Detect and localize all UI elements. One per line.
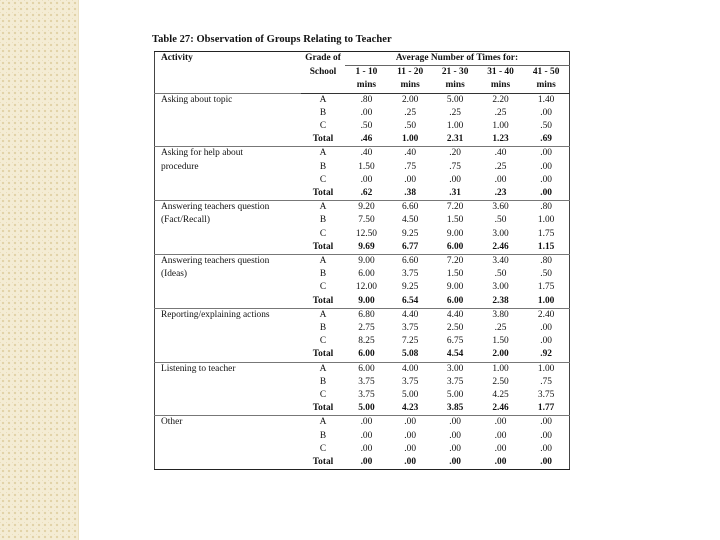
table-row: [155, 416, 570, 430]
grade-cell: A: [301, 308, 345, 322]
value-cell: 1.00: [492, 121, 509, 132]
value-cell: 6.00: [345, 362, 388, 376]
value-cell: .50: [494, 269, 507, 280]
value-cell: .00: [449, 174, 461, 185]
value-cell: .00: [404, 174, 416, 185]
value-cell: .00: [494, 430, 507, 441]
table-row: [155, 322, 570, 335]
value-cell: 8.25: [358, 336, 375, 347]
activity-cell: Asking for help about: [155, 147, 302, 161]
grade-cell: Total: [312, 295, 334, 306]
table-body: [155, 93, 570, 470]
grade-cell: A: [301, 362, 345, 376]
value-cell: 1.00: [523, 362, 569, 376]
value-cell: .25: [494, 323, 507, 334]
value-cell: 7.25: [401, 336, 419, 347]
value-cell: 2.46: [492, 241, 509, 252]
activity-cell: [155, 174, 302, 187]
value-cell: .00: [540, 107, 552, 118]
value-cell: 1.75: [537, 282, 555, 293]
value-cell: 6.60: [388, 201, 433, 215]
table-row: [155, 107, 570, 120]
grade-cell: Total: [312, 188, 334, 199]
interval-label-line2: mins: [445, 80, 465, 91]
value-cell: 1.50: [358, 161, 375, 172]
value-cell: 1.50: [492, 336, 509, 347]
activity-cell: [155, 107, 302, 120]
value-cell: 7.20: [432, 201, 477, 215]
table-row: [155, 308, 570, 322]
grade-cell: A: [301, 255, 345, 269]
value-cell: 4.25: [492, 390, 509, 401]
value-cell: 2.50: [492, 376, 509, 387]
value-cell: 6.54: [401, 295, 419, 306]
value-cell: .75: [449, 161, 461, 172]
activity-cell: [155, 228, 302, 241]
table-row: [155, 120, 570, 133]
value-cell: .00: [404, 443, 416, 454]
table-row: [155, 201, 570, 215]
header-row-1: [155, 52, 570, 66]
grade-cell: C: [319, 282, 327, 293]
value-cell: 9.25: [401, 228, 419, 239]
value-cell: 6.77: [401, 241, 419, 252]
activity-cell: [155, 281, 302, 294]
value-cell: .00: [345, 416, 388, 430]
interval-label-line2: mins: [356, 80, 377, 91]
value-cell: 3.75: [358, 390, 375, 401]
value-cell: .00: [360, 174, 373, 185]
grade-cell: Total: [312, 241, 334, 252]
value-cell: .75: [540, 376, 552, 387]
value-cell: .50: [404, 121, 416, 132]
interval-header: [523, 66, 569, 93]
value-cell: 2.40: [523, 308, 569, 322]
activity-cell: [155, 389, 302, 402]
value-cell: 12.00: [355, 282, 377, 293]
value-cell: 6.75: [446, 336, 464, 347]
value-cell: .00: [404, 457, 416, 468]
interval-label-line2: mins: [490, 80, 511, 91]
interval-label-line1: 11 - 20: [397, 67, 424, 78]
value-cell: .92: [540, 349, 552, 360]
activity-cell: Other: [155, 416, 302, 430]
value-cell: 2.46: [492, 403, 509, 414]
value-cell: 9.00: [345, 255, 388, 269]
activity-cell: [155, 456, 302, 470]
value-cell: 1.50: [446, 215, 464, 226]
interval-label-line2: mins: [536, 80, 556, 91]
table-row: [155, 147, 570, 161]
interval-header: [388, 66, 433, 93]
grade-cell: C: [319, 121, 327, 132]
value-cell: .00: [404, 430, 416, 441]
grade-cell: B: [319, 269, 327, 280]
table-row: [155, 174, 570, 187]
value-cell: 2.31: [446, 134, 464, 145]
value-cell: .00: [432, 416, 477, 430]
table-row: [155, 228, 570, 241]
value-cell: 5.00: [432, 93, 477, 107]
value-cell: .00: [478, 416, 523, 430]
value-cell: 4.00: [388, 362, 433, 376]
observation-table: [154, 51, 570, 470]
value-cell: .20: [432, 147, 477, 161]
value-cell: .50: [540, 121, 552, 132]
value-cell: 1.50: [446, 269, 464, 280]
value-cell: 3.75: [401, 269, 419, 280]
value-cell: 7.20: [432, 255, 477, 269]
value-cell: 1.00: [537, 215, 555, 226]
value-cell: 3.40: [478, 255, 523, 269]
activity-cell: Listening to teacher: [155, 362, 302, 376]
value-cell: .00: [540, 430, 552, 441]
value-cell: 9.20: [345, 201, 388, 215]
value-cell: .00: [360, 430, 373, 441]
interval-label-line1: 1 - 10: [355, 67, 378, 78]
value-cell: .00: [360, 457, 373, 468]
value-cell: 9.69: [358, 241, 375, 252]
activity-cell: [155, 335, 302, 348]
value-cell: 3.00: [492, 282, 509, 293]
value-cell: 7.50: [358, 215, 375, 226]
table-row: [155, 402, 570, 416]
value-cell: 1.15: [537, 241, 555, 252]
value-cell: .46: [360, 134, 373, 145]
activity-cell: [155, 402, 302, 416]
activity-cell: [155, 133, 302, 147]
value-cell: 3.80: [478, 308, 523, 322]
value-cell: 3.85: [446, 403, 464, 414]
value-cell: 5.00: [401, 390, 419, 401]
value-cell: .50: [360, 121, 373, 132]
grade-cell: B: [319, 107, 327, 118]
grade-cell: Total: [312, 349, 334, 360]
grade-cell: B: [319, 376, 327, 387]
value-cell: 12.50: [355, 228, 377, 239]
activity-cell: Reporting/explaining actions: [155, 308, 302, 322]
value-cell: .25: [494, 107, 507, 118]
grade-cell: A: [301, 416, 345, 430]
table-row: [155, 430, 570, 443]
value-cell: 3.75: [401, 323, 419, 334]
value-cell: 5.00: [358, 403, 375, 414]
activity-cell: procedure: [161, 161, 199, 172]
value-cell: 2.00: [388, 93, 433, 107]
value-cell: .23: [494, 188, 507, 199]
interval-label-line2: mins: [400, 80, 420, 91]
table-row: [155, 348, 570, 362]
value-cell: .00: [494, 174, 507, 185]
value-cell: .62: [360, 188, 373, 199]
value-cell: 9.25: [401, 282, 419, 293]
value-cell: .40: [345, 147, 388, 161]
value-cell: 2.20: [478, 93, 523, 107]
value-cell: 4.40: [388, 308, 433, 322]
grade-cell: B: [319, 215, 327, 226]
value-cell: 1.77: [537, 403, 555, 414]
value-cell: 3.60: [478, 201, 523, 215]
value-cell: 5.08: [401, 349, 419, 360]
value-cell: .00: [449, 443, 461, 454]
value-cell: 1.00: [401, 134, 419, 145]
grade-cell: Total: [312, 134, 334, 145]
value-cell: 2.00: [492, 349, 509, 360]
table-row: [155, 187, 570, 201]
value-cell: .00: [540, 161, 552, 172]
value-cell: 4.54: [446, 349, 464, 360]
activity-cell: [155, 443, 302, 456]
interval-label-line1: 21 - 30: [441, 67, 469, 78]
value-cell: .50: [494, 215, 507, 226]
interval-label-line1: 31 - 40: [487, 67, 514, 78]
value-cell: 4.23: [401, 403, 419, 414]
table-row: [155, 241, 570, 255]
activity-cell: (Ideas): [161, 269, 188, 280]
value-cell: .00: [360, 443, 373, 454]
decorative-side-pattern: [0, 0, 79, 540]
value-cell: .00: [540, 336, 552, 347]
value-cell: 6.00: [446, 295, 464, 306]
table-row: [155, 335, 570, 348]
value-cell: 2.50: [446, 323, 464, 334]
grade-cell: A: [301, 93, 345, 107]
value-cell: 3.75: [401, 376, 419, 387]
value-cell: 6.00: [446, 241, 464, 252]
value-cell: 6.80: [345, 308, 388, 322]
value-cell: .00: [449, 430, 461, 441]
value-cell: 1.75: [537, 228, 555, 239]
document-page: [150, 34, 570, 470]
value-cell: .80: [523, 255, 569, 269]
value-cell: 9.00: [446, 282, 464, 293]
value-cell: 5.00: [446, 390, 464, 401]
activity-header: Activity: [161, 53, 193, 63]
value-cell: 1.40: [523, 93, 569, 107]
table-row: [155, 362, 570, 376]
value-cell: 1.23: [492, 134, 509, 145]
grade-cell: B: [319, 161, 327, 172]
value-cell: 1.00: [478, 362, 523, 376]
value-cell: .69: [540, 134, 552, 145]
value-cell: .00: [523, 416, 569, 430]
table-row: [155, 255, 570, 269]
value-cell: 4.50: [401, 215, 419, 226]
value-cell: 3.00: [432, 362, 477, 376]
value-cell: .40: [478, 147, 523, 161]
value-cell: 3.75: [358, 376, 375, 387]
grade-cell: A: [301, 147, 345, 161]
grade-cell: C: [319, 443, 327, 454]
grade-cell: C: [319, 228, 327, 239]
table-row: [155, 214, 570, 227]
activity-cell: Asking about topic: [155, 93, 302, 107]
value-cell: .31: [449, 188, 461, 199]
value-cell: 3.75: [537, 390, 555, 401]
value-cell: 4.40: [432, 308, 477, 322]
table-row: [155, 389, 570, 402]
activity-cell: Answering teachers question: [155, 255, 302, 269]
activity-cell: [155, 376, 302, 389]
value-cell: .00: [540, 174, 552, 185]
table-row: [155, 443, 570, 456]
grade-header-line2: School: [301, 66, 345, 93]
value-cell: .00: [449, 457, 461, 468]
value-cell: .25: [449, 107, 461, 118]
value-cell: .40: [388, 147, 433, 161]
value-cell: 1.00: [537, 295, 555, 306]
value-cell: 9.00: [446, 228, 464, 239]
value-cell: .80: [345, 93, 388, 107]
activity-cell: [155, 430, 302, 443]
value-cell: .00: [360, 107, 373, 118]
grade-cell: A: [301, 201, 345, 215]
table-title: Table 27: Observation of Groups Relating to Teacher: [152, 34, 392, 45]
table-row: [155, 376, 570, 389]
value-cell: .00: [540, 188, 552, 199]
table-row: [155, 268, 570, 281]
activity-cell: [155, 322, 302, 335]
activity-cell: [155, 295, 302, 309]
table-row: [155, 456, 570, 470]
activity-cell: [155, 187, 302, 201]
value-cell: 6.00: [358, 269, 375, 280]
grade-cell: Total: [312, 457, 334, 468]
value-cell: 6.00: [358, 349, 375, 360]
interval-header: [478, 66, 523, 93]
activity-cell: Answering teachers question: [155, 201, 302, 215]
value-cell: .80: [523, 201, 569, 215]
activity-cell: [155, 120, 302, 133]
activity-cell: [155, 241, 302, 255]
grade-header-line1: Grade of: [305, 53, 341, 63]
value-cell: .38: [404, 188, 416, 199]
value-cell: 3.75: [446, 376, 464, 387]
grade-cell: B: [319, 323, 327, 334]
activity-cell: (Fact/Recall): [161, 215, 210, 226]
interval-header: [432, 66, 477, 93]
value-cell: .25: [494, 161, 507, 172]
value-cell: .00: [494, 443, 507, 454]
table-row: [155, 295, 570, 309]
value-cell: 3.00: [492, 228, 509, 239]
value-cell: 1.00: [446, 121, 464, 132]
grade-cell: B: [319, 430, 327, 441]
table-row: [155, 281, 570, 294]
table-row: [155, 133, 570, 147]
value-cell: .50: [540, 269, 552, 280]
value-cell: .75: [404, 161, 416, 172]
table-row: [155, 161, 570, 174]
average-header: Average Number of Times for:: [345, 52, 570, 66]
value-cell: .00: [540, 323, 552, 334]
interval-label-line1: 41 - 50: [532, 67, 560, 78]
grade-cell: C: [319, 174, 327, 185]
value-cell: .00: [540, 457, 552, 468]
value-cell: 6.60: [388, 255, 433, 269]
value-cell: .00: [494, 457, 507, 468]
value-cell: 9.00: [358, 295, 375, 306]
value-cell: 2.38: [492, 295, 509, 306]
interval-header: [345, 66, 388, 93]
activity-cell: [155, 348, 302, 362]
grade-cell: Total: [312, 403, 334, 414]
value-cell: 2.75: [358, 323, 375, 334]
grade-cell: C: [319, 336, 327, 347]
value-cell: .25: [404, 107, 416, 118]
table-row: [155, 93, 570, 107]
value-cell: .00: [388, 416, 433, 430]
value-cell: .00: [523, 147, 569, 161]
value-cell: .00: [540, 443, 552, 454]
grade-cell: C: [319, 390, 327, 401]
